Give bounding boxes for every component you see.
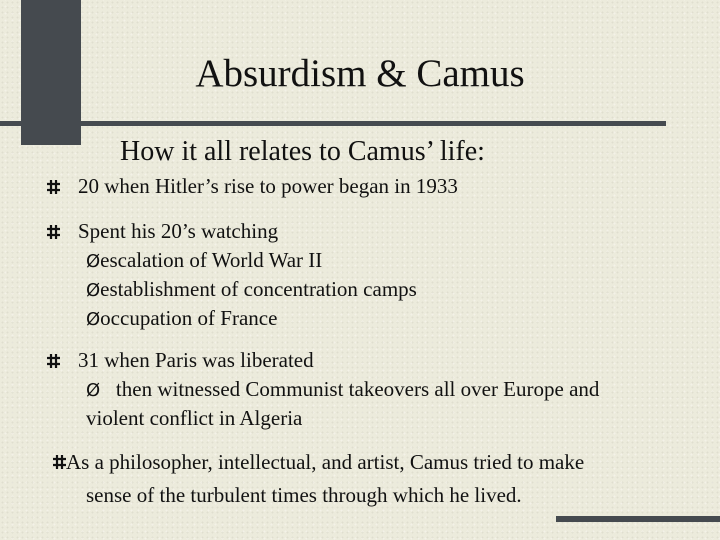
decorative-bottom-bar [556, 516, 720, 522]
slide-title: Absurdism & Camus [195, 52, 525, 95]
sub-item [86, 304, 277, 334]
sub-item [86, 375, 599, 405]
bullet-item-1: 20 when Hitler’s rise to power began in 1933 [78, 174, 458, 198]
bullet-item-3: 31 when Paris was liberated [78, 348, 314, 372]
sub-item [86, 246, 322, 276]
arrowhead-bullet-icon: Ø [86, 280, 101, 301]
slide-subtitle: How it all relates to Camus’ life: [120, 136, 485, 167]
hash-bullet-icon [47, 180, 60, 194]
sub-item-text: establishment of concentration camps [100, 277, 417, 301]
arrowhead-bullet-icon: Ø [86, 309, 101, 330]
hash-bullet-icon [53, 455, 66, 469]
decorative-horizontal-bar [0, 121, 666, 126]
arrowhead-bullet-icon: Ø [86, 380, 101, 401]
bullet-item-4: As a philosopher, intellectual, and artist, Camus tried to make [66, 450, 585, 474]
sub-item-text: occupation of France [100, 306, 278, 330]
hash-bullet-icon [47, 354, 60, 368]
sub-item-text: escalation of World War II [100, 248, 323, 272]
bullet-item-4-continuation: sense of the turbulent times through which he lived. [86, 483, 522, 507]
hash-bullet-icon [47, 225, 60, 239]
sub-item-text: then witnessed Communist takeovers all over Europe and [115, 377, 600, 401]
bullet-item-2: Spent his 20’s watching [78, 219, 279, 243]
sub-item-continuation: violent conflict in Algeria [86, 406, 303, 430]
arrowhead-bullet-icon: Ø [86, 251, 101, 272]
sub-item [86, 275, 417, 305]
